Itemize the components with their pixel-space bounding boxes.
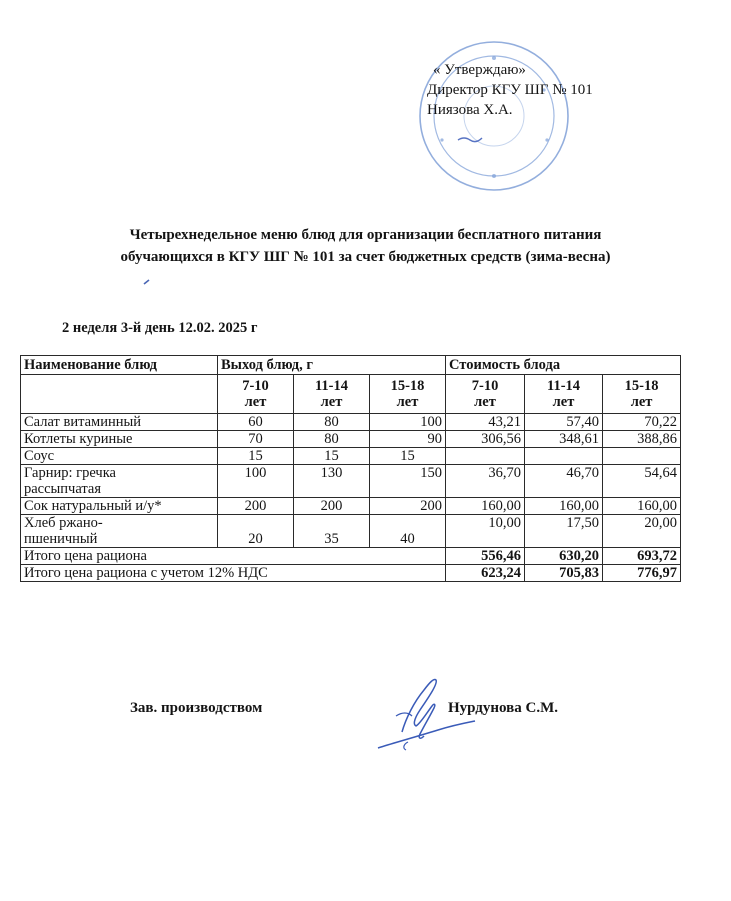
cost-value: 10,00 xyxy=(446,515,525,548)
cost-value xyxy=(446,448,525,465)
header-yield: Выход блюд, г xyxy=(218,356,446,375)
yield-value: 90 xyxy=(370,431,446,448)
cost-value xyxy=(525,448,603,465)
yield-value: 15 xyxy=(218,448,294,465)
subheader-age xyxy=(525,375,603,414)
subheader-age xyxy=(370,375,446,414)
dish-name-line: Гарнир: гречка xyxy=(24,465,116,481)
age-range: 11-14 xyxy=(547,378,581,394)
cost-value: 36,70 xyxy=(446,465,525,498)
ink-mark xyxy=(143,279,151,285)
table-row xyxy=(21,431,681,448)
yield-value: 60 xyxy=(218,414,294,431)
age-unit: лет xyxy=(552,394,575,410)
age-range: 15-18 xyxy=(624,378,659,394)
dish-name: Сок натуральный и/у* xyxy=(21,498,218,515)
table-row xyxy=(21,515,681,548)
subheader-age xyxy=(218,375,294,414)
yield-value: 200 xyxy=(218,498,294,515)
yield-value: 150 xyxy=(370,465,446,498)
total-vat-row xyxy=(21,565,681,582)
cost-value: 70,22 xyxy=(603,414,681,431)
yield-value: 40 xyxy=(370,515,446,548)
menu-table xyxy=(20,355,681,582)
cost-value: 17,50 xyxy=(525,515,603,548)
cost-value: 160,00 xyxy=(525,498,603,515)
header-cost: Стоимость блода xyxy=(446,356,681,375)
cost-value: 348,61 xyxy=(525,431,603,448)
cost-value: 20,00 xyxy=(603,515,681,548)
yield-value: 200 xyxy=(294,498,370,515)
age-unit: лет xyxy=(630,394,653,410)
subheader-age xyxy=(446,375,525,414)
yield-value: 80 xyxy=(294,431,370,448)
total-label: Итого цена рациона xyxy=(21,548,446,565)
dish-name-line: пшеничный xyxy=(24,531,98,547)
cost-value: 46,70 xyxy=(525,465,603,498)
age-range: 15-18 xyxy=(390,378,425,394)
cost-value: 388,86 xyxy=(603,431,681,448)
total-vat-value: 705,83 xyxy=(525,565,603,582)
subheader-age xyxy=(603,375,681,414)
total-vat-value: 776,97 xyxy=(603,565,681,582)
total-vat-value: 623,24 xyxy=(446,565,525,582)
approval-block xyxy=(427,60,593,120)
title-line-1: Четырехнедельное меню блюд для организации бесплатного питания xyxy=(129,227,602,243)
dish-name: Соус xyxy=(21,448,218,465)
approval-heading: « Утверждаю» xyxy=(433,62,526,78)
age-unit: лет xyxy=(320,394,343,410)
approval-position: Директор КГУ ШГ № 101 xyxy=(427,82,593,98)
document-title xyxy=(0,224,731,268)
subheader-empty xyxy=(21,375,218,414)
age-range: 7-10 xyxy=(471,378,499,394)
age-range: 7-10 xyxy=(242,378,269,394)
yield-value: 20 xyxy=(218,515,294,548)
cost-value xyxy=(603,448,681,465)
table-row xyxy=(21,414,681,431)
yield-value: 200 xyxy=(370,498,446,515)
yield-value: 100 xyxy=(218,465,294,498)
menu-day-line: 2 неделя 3-й день 12.02. 2025 г xyxy=(62,320,258,336)
table-row xyxy=(21,498,681,515)
age-unit: лет xyxy=(474,394,496,410)
yield-value: 15 xyxy=(370,448,446,465)
age-unit: лет xyxy=(244,394,267,410)
yield-value: 35 xyxy=(294,515,370,548)
total-value: 693,72 xyxy=(603,548,681,565)
yield-value: 130 xyxy=(294,465,370,498)
age-range: 11-14 xyxy=(314,378,349,394)
title-line-2: обучающихся в КГУ ШГ № 101 за счет бюджетных средств (зима-весна) xyxy=(120,249,611,265)
table-row xyxy=(21,448,681,465)
total-vat-label: Итого цена рациона с учетом 12% НДС xyxy=(21,565,446,582)
manager-name: Нурдунова С.М. xyxy=(448,700,559,716)
dish-name: Салат витаминный xyxy=(21,414,218,431)
approval-name: Ниязова Х.А. xyxy=(427,102,513,118)
cost-value: 160,00 xyxy=(603,498,681,515)
header-dish-name: Наименование блюд xyxy=(21,356,218,375)
cost-value: 43,21 xyxy=(446,414,525,431)
manager-title: Зав. производством xyxy=(130,700,263,716)
cost-value: 306,56 xyxy=(446,431,525,448)
cost-value: 54,64 xyxy=(603,465,681,498)
yield-value: 70 xyxy=(218,431,294,448)
cost-value: 160,00 xyxy=(446,498,525,515)
yield-value: 15 xyxy=(294,448,370,465)
cost-value: 57,40 xyxy=(525,414,603,431)
dish-name xyxy=(21,515,218,548)
yield-value: 80 xyxy=(294,414,370,431)
dish-name: Котлеты куриные xyxy=(21,431,218,448)
dish-name xyxy=(21,465,218,498)
dish-name-line: Хлеб ржано- xyxy=(24,515,103,531)
table-row xyxy=(21,465,681,498)
yield-value: 100 xyxy=(370,414,446,431)
dish-name-line: рассыпчатая xyxy=(24,481,102,497)
total-value: 630,20 xyxy=(525,548,603,565)
table-header-row xyxy=(21,356,681,375)
table-subheader-row xyxy=(21,375,681,414)
age-unit: лет xyxy=(396,394,419,410)
total-value: 556,46 xyxy=(446,548,525,565)
subheader-age xyxy=(294,375,370,414)
total-row xyxy=(21,548,681,565)
